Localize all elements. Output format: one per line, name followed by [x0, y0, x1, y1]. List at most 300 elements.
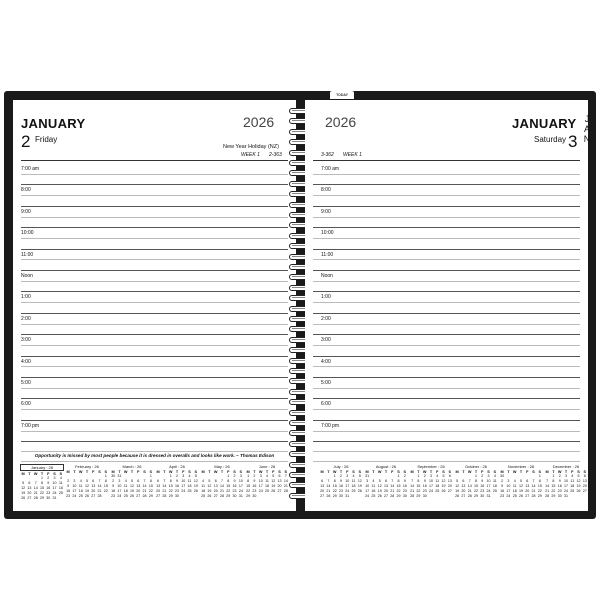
calendar-day[interactable]: 23	[174, 489, 179, 493]
calendar-day[interactable]: 20	[320, 489, 325, 493]
calendar-day[interactable]: 17	[238, 484, 243, 488]
calendar-day[interactable]: 4	[352, 474, 355, 478]
calendar-day[interactable]: 19	[441, 484, 446, 488]
calendar-day[interactable]: 5	[272, 474, 275, 478]
calendar-day[interactable]: 14	[162, 484, 167, 488]
calendar-day[interactable]: 11	[512, 484, 517, 488]
half-hour-rule[interactable]	[313, 281, 580, 282]
calendar-day[interactable]: 7	[391, 479, 394, 483]
calendar-day[interactable]: 13	[320, 484, 325, 488]
calendar-day[interactable]: 27	[320, 494, 325, 498]
calendar-day[interactable]: 31	[365, 474, 370, 478]
calendar-day[interactable]: 2	[112, 479, 115, 483]
hour-rule[interactable]	[21, 227, 288, 228]
calendar-day[interactable]: 28	[283, 489, 288, 493]
calendar-day[interactable]: 26	[21, 496, 26, 500]
calendar-day[interactable]: 10	[52, 481, 57, 485]
calendar-day[interactable]: 29	[416, 494, 421, 498]
half-hour-rule[interactable]	[21, 259, 288, 260]
calendar-day[interactable]: 7	[468, 479, 471, 483]
calendar-day[interactable]: 13	[525, 484, 530, 488]
calendar-day[interactable]: 21	[162, 489, 167, 493]
note-rule[interactable]	[313, 451, 580, 452]
calendar-day[interactable]: 27	[461, 494, 466, 498]
calendar-day[interactable]: 24	[181, 489, 186, 493]
calendar-day[interactable]: 13	[383, 484, 388, 488]
calendar-day[interactable]: 30	[422, 494, 427, 498]
calendar-day[interactable]: 22	[148, 489, 153, 493]
hour-rule[interactable]	[21, 291, 288, 292]
calendar-day[interactable]: 3	[429, 474, 432, 478]
calendar-day[interactable]: 22	[246, 489, 251, 493]
calendar-day[interactable]: 2	[558, 474, 561, 478]
calendar-day[interactable]: 7	[98, 479, 101, 483]
calendar-day[interactable]: 8	[538, 479, 541, 483]
calendar-day[interactable]: 10	[72, 484, 77, 488]
calendar-day[interactable]: 2	[233, 474, 236, 478]
calendar-day[interactable]: 6	[448, 474, 451, 478]
calendar-day[interactable]: 5	[85, 479, 88, 483]
calendar-day[interactable]: 31	[52, 496, 57, 500]
calendar-day[interactable]: 24	[365, 494, 370, 498]
calendar-day[interactable]	[58, 496, 64, 501]
calendar-day[interactable]: 18	[492, 484, 497, 488]
calendar-day[interactable]: 19	[21, 491, 26, 495]
calendar-day[interactable]: 9	[403, 479, 406, 483]
calendar-day[interactable]: 3	[487, 474, 490, 478]
calendar-day[interactable]: 12	[129, 484, 134, 488]
calendar-day[interactable]: 4	[59, 476, 62, 480]
calendar-day[interactable]: 12	[271, 479, 276, 483]
calendar-day[interactable]: 30	[480, 494, 485, 498]
calendar-day[interactable]: 15	[246, 484, 251, 488]
calendar-day[interactable]: 29	[396, 494, 401, 498]
calendar-day[interactable]: 3	[259, 474, 262, 478]
hour-rule[interactable]	[313, 270, 580, 271]
calendar-day[interactable]: 1	[247, 474, 250, 478]
calendar-day[interactable]: 2	[403, 474, 406, 478]
calendar-day[interactable]: 22	[168, 489, 173, 493]
calendar-day[interactable]: 14	[142, 484, 147, 488]
calendar-day[interactable]: 6	[384, 479, 387, 483]
calendar-day[interactable]: 31	[486, 494, 491, 498]
calendar-day[interactable]: 3	[507, 479, 510, 483]
hour-rule[interactable]	[21, 334, 288, 335]
calendar-day[interactable]: 3	[366, 479, 369, 483]
calendar-day[interactable]: 4	[79, 479, 82, 483]
calendar-day[interactable]: 4	[493, 474, 496, 478]
calendar-day[interactable]: 29	[537, 494, 542, 498]
calendar-day[interactable]: 25	[264, 489, 269, 493]
calendar-day[interactable]: 24	[52, 491, 57, 495]
calendar-day[interactable]: 6	[526, 479, 529, 483]
half-hour-rule[interactable]	[21, 366, 288, 367]
calendar-day[interactable]: 2	[501, 479, 504, 483]
calendar-day[interactable]: 1	[552, 474, 555, 478]
calendar-day[interactable]: 16	[557, 484, 562, 488]
calendar-day[interactable]: 11	[201, 484, 205, 488]
calendar-day[interactable]: 21	[410, 489, 415, 493]
calendar-day[interactable]: 4	[436, 474, 439, 478]
calendar-day[interactable]: 13	[582, 479, 587, 483]
calendar-day[interactable]: 23	[252, 489, 257, 493]
calendar-day[interactable]: 20	[91, 489, 96, 493]
calendar-day[interactable]: 20	[383, 489, 388, 493]
calendar-day[interactable]: 9	[501, 484, 504, 488]
calendar-day[interactable]: 28	[326, 494, 331, 498]
calendar-day[interactable]: 28	[97, 494, 102, 498]
calendar-day[interactable]: 11	[492, 479, 497, 483]
calendar-day[interactable]: 21	[283, 484, 288, 488]
calendar-day[interactable]: 10	[258, 479, 263, 483]
calendar-day[interactable]: 20	[156, 489, 161, 493]
calendar-day[interactable]: 23	[232, 489, 237, 493]
hour-rule[interactable]	[313, 249, 580, 250]
calendar-day[interactable]: 22	[473, 489, 478, 493]
calendar-day[interactable]: 25	[58, 491, 63, 495]
calendar-day[interactable]: 2	[481, 474, 484, 478]
calendar-day[interactable]: 5	[456, 479, 459, 483]
calendar-day[interactable]: 12	[377, 484, 382, 488]
half-hour-rule[interactable]	[313, 324, 580, 325]
calendar-day[interactable]: 2	[253, 474, 256, 478]
half-hour-rule[interactable]	[21, 302, 288, 303]
calendar-day[interactable]: 1	[538, 474, 541, 478]
half-hour-rule[interactable]	[21, 324, 288, 325]
calendar-day[interactable]: 26	[207, 494, 212, 498]
calendar-day[interactable]: 18	[58, 486, 63, 490]
calendar-day[interactable]: 15	[473, 484, 478, 488]
calendar-day[interactable]: 24	[506, 494, 511, 498]
calendar-day[interactable]: 5	[208, 479, 211, 483]
calendar-day[interactable]: 20	[461, 489, 466, 493]
calendar-day[interactable]: 1	[417, 474, 420, 478]
calendar-day[interactable]: 19	[455, 489, 460, 493]
calendar-day[interactable]: 11	[187, 479, 192, 483]
calendar-day[interactable]: 12	[207, 484, 212, 488]
calendar-day[interactable]: 14	[390, 484, 395, 488]
calendar-day[interactable]: 18	[264, 484, 269, 488]
calendar-day[interactable]: 18	[201, 489, 206, 493]
calendar-day[interactable]: 10	[365, 484, 370, 488]
calendar-day[interactable]: 14	[545, 484, 550, 488]
calendar-day[interactable]: 30	[402, 494, 407, 498]
calendar-day[interactable]: 25	[435, 489, 440, 493]
calendar-day[interactable]: 16	[422, 484, 427, 488]
calendar-day[interactable]: 12	[518, 484, 523, 488]
calendar-day[interactable]: 12	[193, 479, 198, 483]
calendar-day[interactable]: 22	[332, 489, 337, 493]
calendar-day[interactable]: 25	[201, 494, 206, 498]
calendar-day[interactable]: 18	[123, 489, 128, 493]
calendar-day[interactable]: 2	[175, 474, 178, 478]
calendar-day[interactable]: 19	[357, 484, 362, 488]
calendar-day[interactable]: 15	[39, 486, 44, 490]
calendar-day[interactable]: 14	[326, 484, 331, 488]
calendar-day[interactable]: 30	[500, 474, 505, 478]
calendar-day[interactable]: 20	[27, 491, 32, 495]
calendar-day[interactable]: 29	[246, 494, 251, 498]
calendar-day[interactable]: 27	[582, 489, 587, 493]
calendar-day[interactable]: 16	[402, 484, 407, 488]
calendar-day[interactable]: 25	[123, 494, 128, 498]
calendar-day[interactable]: 27	[136, 494, 141, 498]
calendar-day[interactable]: 14	[97, 484, 102, 488]
calendar-day[interactable]: 4	[124, 479, 127, 483]
calendar-day[interactable]: 4	[513, 479, 516, 483]
calendar-day[interactable]: 3	[53, 476, 56, 480]
calendar-day[interactable]: 14	[33, 486, 38, 490]
calendar-day[interactable]: 9	[112, 484, 115, 488]
calendar-day[interactable]: 7	[532, 479, 535, 483]
calendar-day[interactable]: 13	[213, 484, 218, 488]
half-hour-rule[interactable]	[21, 238, 288, 239]
calendar-day[interactable]: 4	[571, 474, 574, 478]
calendar-day[interactable]: 23	[338, 489, 343, 493]
calendar-day[interactable]: 19	[576, 484, 581, 488]
calendar-day[interactable]: 13	[277, 479, 282, 483]
calendar-day[interactable]: 23	[46, 491, 51, 495]
hour-rule[interactable]	[313, 420, 580, 421]
calendar-day[interactable]: 22	[226, 489, 231, 493]
calendar-day[interactable]: 8	[40, 481, 43, 485]
calendar-day[interactable]: 11	[351, 479, 356, 483]
calendar-day[interactable]: 26	[193, 489, 198, 493]
calendar-day[interactable]: 7	[34, 481, 37, 485]
calendar-day[interactable]: 1	[40, 476, 43, 480]
calendar-day[interactable]: 18	[371, 489, 376, 493]
calendar-day[interactable]: 23	[422, 489, 427, 493]
calendar-day[interactable]: 21	[33, 491, 38, 495]
calendar-day[interactable]: 23	[480, 489, 485, 493]
calendar-day[interactable]: 18	[351, 484, 356, 488]
today-tab[interactable]: TODAY	[330, 91, 354, 99]
calendar-day[interactable]: 8	[104, 479, 107, 483]
calendar-day[interactable]: 24	[345, 489, 350, 493]
calendar-day[interactable]: 25	[371, 494, 376, 498]
calendar-day[interactable]: 12	[441, 479, 446, 483]
calendar-day[interactable]: 15	[148, 484, 153, 488]
calendar-day[interactable]: 7	[143, 479, 146, 483]
calendar-day[interactable]: 21	[531, 489, 536, 493]
calendar-day[interactable]: 9	[481, 479, 484, 483]
hour-rule[interactable]	[21, 441, 288, 442]
calendar-day[interactable]: 31	[117, 474, 122, 478]
calendar-day[interactable]: 5	[130, 479, 133, 483]
calendar-day[interactable]: 18	[187, 484, 192, 488]
calendar-day[interactable]: 5	[22, 481, 25, 485]
calendar-day[interactable]: 9	[558, 479, 561, 483]
half-hour-rule[interactable]	[313, 366, 580, 367]
half-hour-rule[interactable]	[313, 345, 580, 346]
calendar-day[interactable]: 6	[214, 479, 217, 483]
calendar-day[interactable]: 19	[518, 489, 523, 493]
calendar-day[interactable]: 26	[455, 494, 460, 498]
hour-rule[interactable]	[21, 377, 288, 378]
calendar-day[interactable]: 28	[531, 494, 536, 498]
calendar-day[interactable]: 21	[219, 489, 224, 493]
calendar-day[interactable]: 26	[357, 489, 362, 493]
calendar-day[interactable]: 13	[91, 484, 96, 488]
calendar-day[interactable]: 15	[168, 484, 173, 488]
calendar-day[interactable]: 16	[500, 489, 505, 493]
calendar-day[interactable]	[582, 494, 588, 499]
calendar-day[interactable]: 7	[163, 479, 166, 483]
calendar-day[interactable]: 26	[441, 489, 446, 493]
half-hour-rule[interactable]	[21, 345, 288, 346]
half-hour-rule[interactable]	[313, 217, 580, 218]
calendar-day[interactable]: 27	[27, 496, 32, 500]
calendar-day[interactable]: 24	[486, 489, 491, 493]
calendar-day[interactable]	[103, 494, 109, 499]
calendar-day[interactable]: 19	[271, 484, 276, 488]
calendar-day[interactable]: 10	[486, 479, 491, 483]
calendar-day[interactable]	[193, 494, 199, 499]
hour-rule[interactable]	[21, 356, 288, 357]
calendar-day[interactable]: 16	[480, 484, 485, 488]
hour-rule[interactable]	[21, 270, 288, 271]
calendar-day[interactable]: 10	[428, 479, 433, 483]
calendar-day[interactable]: 5	[442, 474, 445, 478]
calendar-day[interactable]: 8	[333, 479, 336, 483]
calendar-day[interactable]: 21	[142, 489, 147, 493]
calendar-day[interactable]: 27	[213, 494, 218, 498]
calendar-day[interactable]: 18	[512, 489, 517, 493]
calendar-day[interactable]: 6	[92, 479, 95, 483]
calendar-day[interactable]: 19	[84, 489, 89, 493]
calendar-day[interactable]: 10	[345, 479, 350, 483]
calendar-day[interactable]: 24	[563, 489, 568, 493]
calendar-day[interactable]: 20	[582, 484, 587, 488]
calendar-day[interactable]: 15	[103, 484, 108, 488]
calendar-day[interactable]: 30	[338, 494, 343, 498]
hour-rule[interactable]	[313, 356, 580, 357]
calendar-day[interactable]: 22	[416, 489, 421, 493]
calendar-day[interactable]	[357, 494, 363, 499]
calendar-day[interactable]: 19	[129, 489, 134, 493]
calendar-day[interactable]: 16	[232, 484, 237, 488]
calendar-day[interactable]: 14	[531, 484, 536, 488]
calendar-day[interactable]: 5	[577, 474, 580, 478]
calendar-day[interactable]: 23	[557, 489, 562, 493]
calendar-day[interactable]: 20	[136, 489, 141, 493]
calendar-day[interactable]: 11	[123, 484, 128, 488]
calendar-day[interactable]: 6	[278, 474, 281, 478]
calendar-day[interactable]: 22	[551, 489, 556, 493]
calendar-day[interactable]: 20	[277, 484, 282, 488]
calendar-day[interactable]: 18	[78, 489, 83, 493]
half-hour-rule[interactable]	[21, 174, 288, 175]
calendar-day[interactable]: 20	[447, 484, 452, 488]
calendar-day[interactable]: 28	[410, 494, 415, 498]
calendar-day[interactable]: 14	[467, 484, 472, 488]
hour-rule[interactable]	[313, 313, 580, 314]
calendar-day[interactable]: 15	[551, 484, 556, 488]
calendar-day[interactable]: 6	[321, 479, 324, 483]
calendar-day[interactable]: 25	[351, 489, 356, 493]
calendar-day[interactable]: 9	[233, 479, 236, 483]
calendar-day[interactable]: 2	[47, 476, 50, 480]
calendar-day[interactable]: 9	[253, 479, 256, 483]
half-hour-rule[interactable]	[313, 259, 580, 260]
calendar-day[interactable]: 4	[202, 479, 205, 483]
half-hour-rule[interactable]	[313, 195, 580, 196]
calendar-day[interactable]: 1	[397, 474, 400, 478]
calendar-day[interactable]: 30	[232, 494, 237, 498]
calendar-day[interactable]: 20	[525, 489, 530, 493]
hour-rule[interactable]	[313, 291, 580, 292]
calendar-day[interactable]: 15	[396, 484, 401, 488]
calendar-day[interactable]: 25	[492, 489, 497, 493]
calendar-day[interactable]: 2	[339, 474, 342, 478]
calendar-day[interactable]: 26	[377, 494, 382, 498]
calendar-day[interactable]: 28	[33, 496, 38, 500]
half-hour-rule[interactable]	[21, 388, 288, 389]
hour-rule[interactable]	[21, 184, 288, 185]
calendar-day[interactable]: 29	[551, 494, 556, 498]
calendar-day[interactable]: 28	[162, 494, 167, 498]
calendar-day[interactable]: 16	[111, 489, 116, 493]
calendar-day[interactable]: 25	[512, 494, 517, 498]
calendar-day[interactable]: 3	[182, 474, 185, 478]
calendar-day[interactable]: 24	[72, 494, 77, 498]
calendar-day[interactable]: 5	[194, 474, 197, 478]
calendar-day[interactable]: 28	[390, 494, 395, 498]
calendar-day[interactable]: 24	[428, 489, 433, 493]
calendar-day[interactable]: 21	[545, 489, 550, 493]
calendar-day[interactable]: 30	[252, 494, 257, 498]
calendar-day[interactable]: 31	[563, 494, 568, 498]
calendar-day[interactable]: 11	[265, 479, 269, 483]
calendar-day[interactable]: 9	[339, 479, 342, 483]
hour-rule[interactable]	[313, 334, 580, 335]
calendar-day[interactable]: 27	[277, 489, 282, 493]
calendar-day[interactable]: 12	[357, 479, 362, 483]
calendar-day[interactable]: 15	[416, 484, 421, 488]
calendar-day[interactable]: 1	[333, 474, 336, 478]
calendar-day[interactable]: 3	[346, 474, 349, 478]
calendar-day[interactable]: 8	[417, 479, 420, 483]
calendar-day[interactable]: 3	[73, 479, 76, 483]
calendar-day[interactable]: 15	[332, 484, 337, 488]
calendar-day[interactable]: 26	[518, 494, 523, 498]
calendar-day[interactable]: 30	[557, 494, 562, 498]
calendar-day[interactable]: 29	[148, 494, 153, 498]
calendar-day[interactable]: 17	[72, 489, 77, 493]
calendar-day[interactable]: 13	[461, 484, 466, 488]
calendar-day[interactable]: 8	[149, 479, 152, 483]
calendar-day[interactable]: 5	[358, 474, 361, 478]
calendar-day[interactable]: 28	[545, 494, 550, 498]
calendar-day[interactable]: 23	[402, 489, 407, 493]
calendar-day[interactable]: 11	[435, 479, 440, 483]
hour-rule[interactable]	[313, 377, 580, 378]
calendar-day[interactable]: 28	[219, 494, 224, 498]
calendar-day[interactable]: 27	[91, 494, 96, 498]
calendar-day[interactable]: 8	[227, 479, 230, 483]
calendar-day[interactable]: 19	[193, 484, 198, 488]
calendar-day[interactable]: 17	[52, 486, 57, 490]
calendar-day[interactable]: 26	[576, 489, 581, 493]
hour-rule[interactable]	[21, 420, 288, 421]
calendar-day[interactable]: 3	[118, 479, 121, 483]
half-hour-rule[interactable]	[313, 388, 580, 389]
half-hour-rule[interactable]	[21, 431, 288, 432]
calendar-day[interactable]: 23	[66, 494, 71, 498]
hour-rule[interactable]	[313, 184, 580, 185]
calendar-day[interactable]: 10	[238, 479, 243, 483]
calendar-day[interactable]: 7	[327, 479, 330, 483]
